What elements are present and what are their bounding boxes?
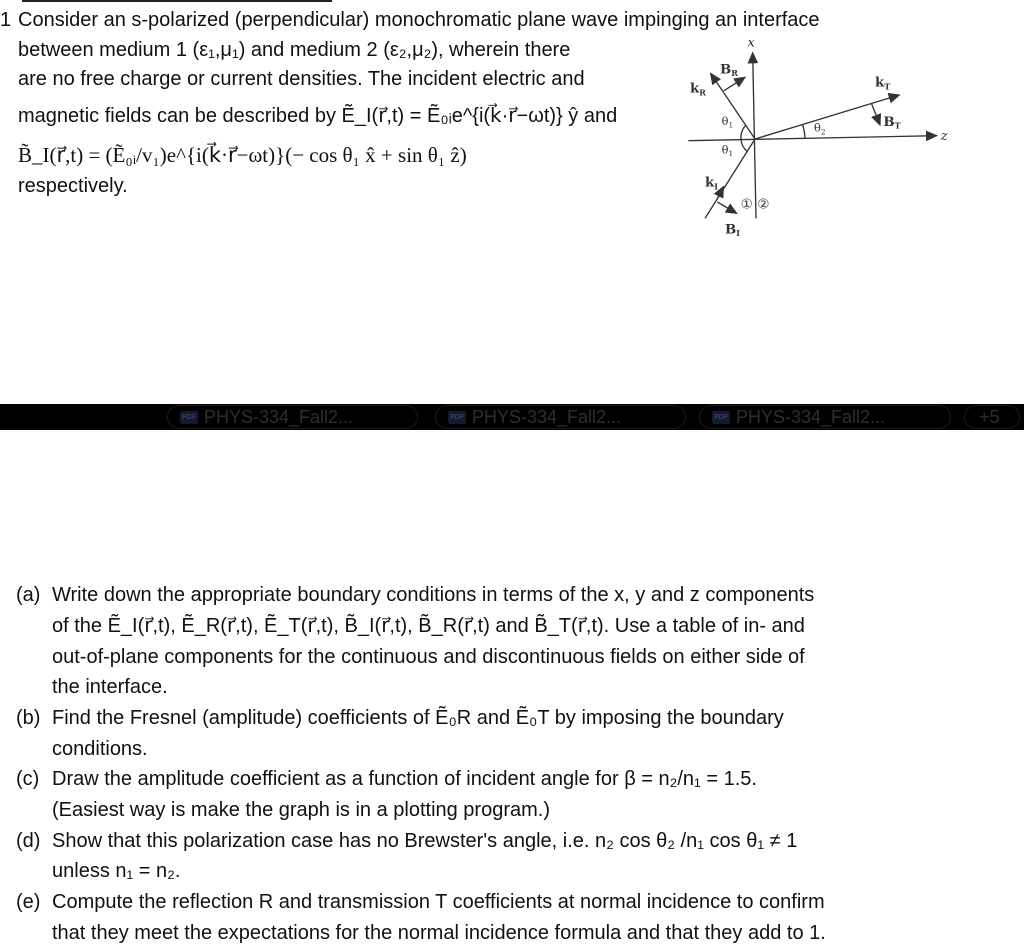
svg-text:BR: $B_R$ xyxy=(720,61,738,78)
intro-line: magnetic fields can be described by Ẽ_I(r⃗,t) = Ẽ₀ᵢe^{i(k⃗·r⃗−ωt)} ŷ and xyxy=(18,105,618,127)
part-line: Write down the appropriate boundary conditions in terms of the x, y and z components xyxy=(52,584,815,606)
svg-text:θ1: $\theta_1$ xyxy=(721,142,734,158)
b-incident-arrow xyxy=(717,202,736,213)
top-rule xyxy=(22,0,332,2)
svg-text:kT: $k_T$ xyxy=(875,74,891,92)
pdf-tab[interactable] xyxy=(435,405,686,429)
svg-text:BI: $B_I$ xyxy=(725,221,741,239)
k-transmitted-arrow xyxy=(755,95,899,139)
part-line: (Easiest way is make the graph is in a plotting program.) xyxy=(52,799,550,821)
b-reflected-arrow xyxy=(724,77,745,90)
tab-label: PHYS-334_Fall2... xyxy=(736,406,886,427)
part-label: (d) xyxy=(16,830,41,852)
pdf-tab[interactable] xyxy=(167,405,418,429)
tab-label: PHYS-334_Fall2... xyxy=(204,406,354,427)
pdf-icon: PDF xyxy=(448,411,466,424)
z-label: z xyxy=(940,129,948,144)
reflection-diagram xyxy=(670,40,1024,250)
svg-text:θ1: $\theta_1$ xyxy=(721,114,734,130)
part-line: out-of-plane components for the continuous and discontinuous fields on either side of xyxy=(52,646,805,668)
part-line: the interface. xyxy=(52,676,168,698)
pdf-icon: PDF xyxy=(712,411,730,424)
part-line: Draw the amplitude coefficient as a function of incident angle for β = n₂/n₁ = 1.5. xyxy=(52,768,757,790)
theta2-arc xyxy=(803,125,805,138)
z-axis xyxy=(688,136,936,141)
part-line: Show that this polarization case has no Brewster's angle, i.e. n₂ cos θ₂ /n₁ cos θ₁ ≠ 1 xyxy=(52,830,798,852)
part-line: unless n₁ = n₂. xyxy=(52,860,181,882)
theta1-arc xyxy=(741,125,747,152)
intro-line: Consider an s-polarized (perpendicular) monochromatic plane wave impinging an interface xyxy=(18,9,820,31)
svg-text:kI: $k_I$ xyxy=(705,174,718,192)
taskbar xyxy=(0,404,1024,430)
pdf-tab[interactable] xyxy=(699,405,951,429)
intro-line: B̃_I(r⃗,t) = (Ẽ₀ᵢ/v₁)e^{i(k⃗·r⃗−ωt)}(− cos θ₁ x̂ + sin θ₁ ẑ) xyxy=(18,143,467,167)
problem-number: 1 xyxy=(0,9,12,31)
part-line: Find the Fresnel (amplitude) coefficients of Ẽ₀R and Ẽ₀T by imposing the boundary xyxy=(52,707,784,729)
svg-text:BT: $B_T$ xyxy=(883,114,901,131)
svg-text:θ2: $\theta_2$ xyxy=(814,120,826,137)
x-label: x xyxy=(747,40,755,51)
medium-1-label: ① xyxy=(740,197,753,213)
intro-line: are no free charge or current densities. The incident electric and xyxy=(18,68,585,90)
part-label: (a) xyxy=(16,584,41,606)
part-label: (c) xyxy=(16,768,40,790)
pdf-icon: PDF xyxy=(180,411,198,424)
medium-2-label: ② xyxy=(757,197,770,213)
svg-text:kR: $k_R$ xyxy=(690,80,706,98)
tab-label: PHYS-334_Fall2... xyxy=(472,406,622,427)
part-line: that they meet the expectations for the normal incidence formula and that they add to 1. xyxy=(52,922,826,944)
part-line: of the Ẽ_I(r⃗,t), Ẽ_R(r⃗,t), Ẽ_T(r⃗,t), B̃_I(r⃗,t), B̃_R(r⃗,t) and B̃_T(r⃗,t). Use a table of in- and xyxy=(52,615,805,637)
b-transmitted-arrow xyxy=(872,104,880,125)
more-tabs-button[interactable]: +5 xyxy=(964,405,1020,429)
part-label: (e) xyxy=(16,891,41,913)
part-label: (b) xyxy=(16,707,41,729)
part-line: conditions. xyxy=(52,738,148,760)
part-line: Compute the reflection R and transmission T coefficients at normal incidence to confirm xyxy=(52,891,825,913)
intro-line: respectively. xyxy=(18,175,128,197)
intro-line: between medium 1 (ε₁,μ₁) and medium 2 (ε₂,μ₂), wherein there xyxy=(18,39,571,61)
